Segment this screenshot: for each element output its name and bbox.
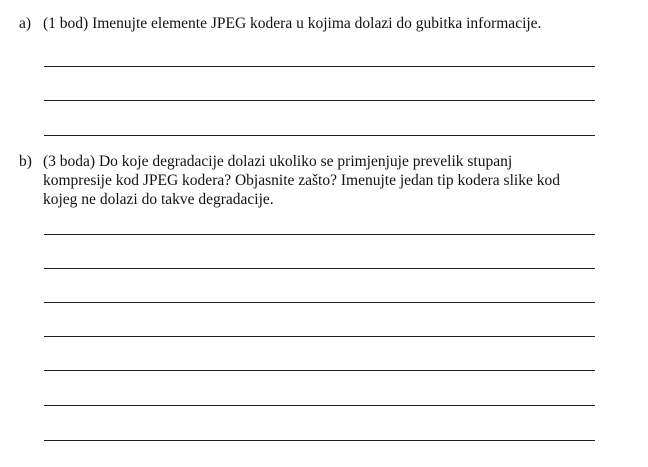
question-b-text-line-1: (3 boda) Do koje degradacije dolazi ukoliko se primjenjuje prevelik stupanj bbox=[43, 153, 513, 170]
question-b-label: b) bbox=[19, 153, 32, 170]
question-a-text bbox=[43, 14, 541, 33]
answer-line-b-5[interactable] bbox=[44, 370, 595, 371]
answer-line-b-3[interactable] bbox=[44, 302, 595, 303]
answer-line-b-7[interactable] bbox=[44, 440, 595, 441]
answer-line-b-4[interactable] bbox=[44, 336, 595, 337]
question-b-text-line-3: kojeg ne dolazi do takve degradacije. bbox=[43, 191, 274, 208]
answer-line-b-1[interactable] bbox=[44, 234, 595, 235]
answer-line-a-3[interactable] bbox=[44, 135, 595, 136]
question-a bbox=[19, 14, 541, 33]
answer-line-b-6[interactable] bbox=[44, 405, 595, 406]
answer-line-a-1[interactable] bbox=[44, 66, 595, 67]
question-b-text bbox=[43, 152, 593, 209]
question-b-text-line-2: kompresije kod JPEG kodera? Objasnite zašto? Imenujte jedan tip kodera slike kod bbox=[43, 172, 560, 189]
question-b bbox=[19, 152, 593, 209]
question-a-text-line: (1 bod) Imenujte elemente JPEG kodera u kojima dolazi do gubitka informacije. bbox=[43, 15, 542, 32]
answer-line-a-2[interactable] bbox=[44, 100, 595, 101]
question-a-label: a) bbox=[19, 15, 32, 32]
answer-line-b-2[interactable] bbox=[44, 268, 595, 269]
